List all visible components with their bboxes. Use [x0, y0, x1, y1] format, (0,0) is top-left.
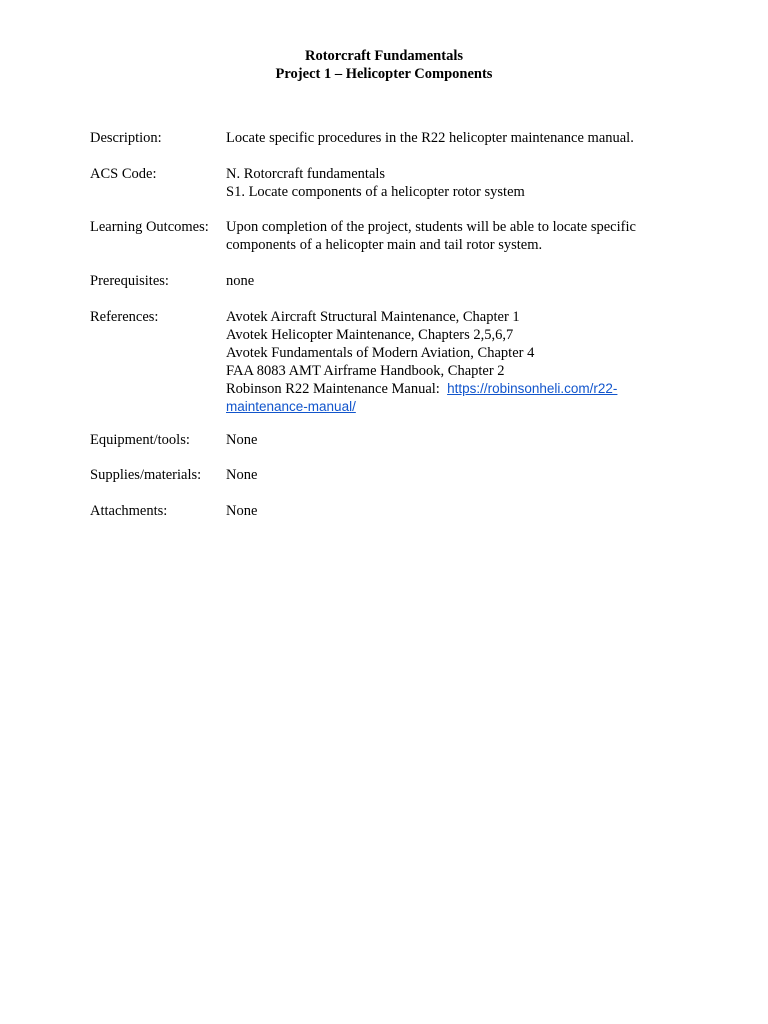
- supplies-text: None: [226, 467, 258, 483]
- attachments-value: [226, 502, 681, 520]
- equipment-label: Equipment/tools:: [90, 432, 190, 448]
- learning-outcomes-value: [226, 218, 681, 254]
- reference-manual-text: Robinson R22 Maintenance Manual:: [226, 381, 440, 397]
- supplies-label: Supplies/materials:: [90, 467, 202, 483]
- description-label: Description:: [90, 130, 162, 146]
- acs-code-label: ACS Code:: [90, 166, 157, 182]
- learning-outcomes-label: Learning Outcomes:: [90, 219, 209, 235]
- reference-item: Avotek Aircraft Structural Maintenance, Chapter 1: [226, 309, 520, 325]
- manual-link-continued[interactable]: maintenance-manual/: [226, 399, 356, 414]
- reference-manual: [226, 380, 681, 398]
- acs-code-value: [226, 165, 681, 201]
- title-line-project: Project 1 – Helicopter Components: [275, 66, 493, 82]
- reference-item: FAA 8083 AMT Airframe Handbook, Chapter 2: [226, 363, 505, 379]
- prerequisites-value: [226, 272, 681, 290]
- attachments-label: Attachments:: [90, 503, 168, 519]
- document-title: [0, 47, 768, 83]
- equipment-value: [226, 431, 681, 449]
- description-value: [226, 129, 681, 147]
- acs-code-line-1: N. Rotorcraft fundamentals: [226, 166, 386, 182]
- description-text: Locate specific procedures in the R22 helicopter maintenance manual.: [226, 130, 634, 146]
- learning-outcomes-text: Upon completion of the project, students will be able to locate specific components of a helicopter main and tail rotor system.: [226, 219, 636, 253]
- manual-link[interactable]: https://robinsonheli.com/r22-: [447, 381, 618, 396]
- references-label: References:: [90, 309, 159, 325]
- equipment-text: None: [226, 432, 258, 448]
- acs-code-line-2: S1. Locate components of a helicopter rotor system: [226, 184, 525, 200]
- title-line-course: Rotorcraft Fundamentals: [304, 48, 463, 64]
- reference-item: Avotek Fundamentals of Modern Aviation, Chapter 4: [226, 345, 535, 361]
- prerequisites-text: none: [226, 273, 255, 289]
- attachments-text: None: [226, 503, 258, 519]
- reference-item: Avotek Helicopter Maintenance, Chapters 2,5,6,7: [226, 327, 514, 343]
- supplies-value: [226, 466, 681, 484]
- prerequisites-label: Prerequisites:: [90, 273, 169, 289]
- references-value: [226, 308, 681, 416]
